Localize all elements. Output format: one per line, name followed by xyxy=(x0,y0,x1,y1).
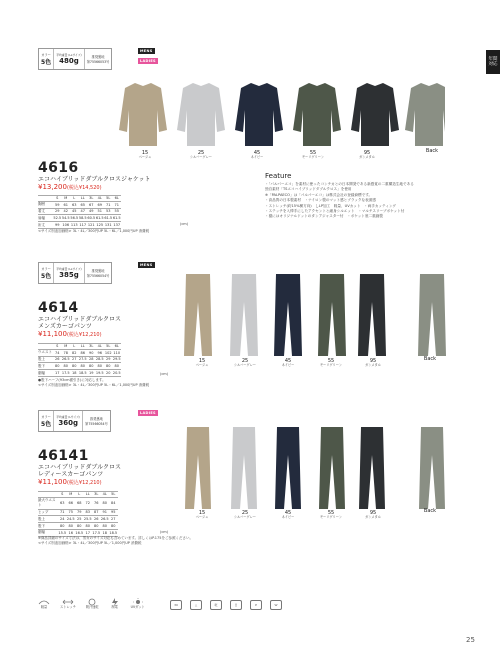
table-row: 裾幅 17 17.5 18 18.5 19 19.5 20 20.5 xyxy=(38,370,121,376)
function-item xyxy=(60,598,76,610)
table-row: 胸囲 59 61 63 65 67 69 71 71 xyxy=(38,201,121,208)
notes-4614 xyxy=(38,378,149,387)
weight-cell xyxy=(54,411,83,431)
note-line: ※商品詳細のサイズ寸法は、男女のサイズ対応も含めています。詳しくはP.175をご参照ください。 xyxy=(38,536,193,540)
weight-value: 480g xyxy=(59,57,79,65)
swatch-caption-4616-back: Back xyxy=(425,148,439,154)
info-box-46141 xyxy=(38,410,111,432)
jacket-back xyxy=(405,83,445,146)
size-table-unit: (cm) xyxy=(180,222,189,226)
function-label: 制電 xyxy=(111,605,118,609)
size-table-4616 xyxy=(38,195,121,229)
lining-cell xyxy=(83,411,110,431)
table-row: ウエスト 74 78 82 86 90 96 102 110 xyxy=(38,350,121,355)
price-value: ¥11,100 xyxy=(38,330,67,338)
care-symbols xyxy=(170,600,282,610)
product-name-4614: エコハイブリッドダブルクロス メンズカーゴパンツ xyxy=(38,316,121,330)
price-tax: (税込¥12,210) xyxy=(66,480,102,486)
table-row: 股上 24 24.5 25 25.5 26 26.5 27 xyxy=(38,516,118,523)
weight-label: 平均重量 (LLサイズ) xyxy=(56,267,82,271)
function-label: UVカット xyxy=(130,605,145,609)
bleach-icon: △ xyxy=(190,600,202,610)
swatch-caption-4614-15: 15 ベージュ xyxy=(195,358,209,367)
function-icons xyxy=(38,598,145,610)
function-item xyxy=(86,598,99,610)
product-name-46141: エコハイブリッドダブルクロス レディースカーゴパンツ xyxy=(38,464,121,478)
price-tax: (税込¥12,210) xyxy=(66,332,102,338)
jacket-gunmetal xyxy=(351,83,399,146)
price-value: ¥11,100 xyxy=(38,478,67,486)
note-line: ●股下ハーフ(93cm裾引き)に対応します。 xyxy=(38,378,106,382)
swatch-caption-46141-55: 55 モーリグリーン xyxy=(319,510,343,519)
wash-30-icon: 30 xyxy=(170,600,182,610)
swatch-caption-4614-55: 55 モーリグリーン xyxy=(319,358,343,367)
color-count-cell xyxy=(39,49,54,69)
section-tab-line1: 年間 xyxy=(488,56,498,62)
swatch-caption-4614-45: 45 ネイビー xyxy=(281,358,295,367)
weight-value: 360g xyxy=(58,419,78,427)
swatch-caption-4616-95: 95 ガンメタル xyxy=(359,150,375,159)
product-price-4614 xyxy=(38,330,102,338)
mens-pants-images xyxy=(180,272,460,358)
pants-moss xyxy=(318,274,346,356)
lining-cell xyxy=(85,263,112,283)
function-item xyxy=(109,598,121,610)
swatch-caption-4616-25: 25 シルバーグレー xyxy=(189,150,212,159)
lining-code: 第75566053号 xyxy=(86,60,110,64)
pants-silver xyxy=(230,274,258,356)
notes-46141 xyxy=(38,536,338,545)
function-label: 軽量 xyxy=(40,605,48,609)
table-row: S M L LL 3L 4L 5L xyxy=(38,492,118,498)
dry-clean-icon: P xyxy=(250,600,262,610)
product-code-4614: 4614 xyxy=(38,300,79,316)
table-row: 裾幅 15.5 16 16.5 17 17.5 18 18.5 xyxy=(38,530,118,535)
pants-gunmetal xyxy=(358,274,386,356)
color-count-cell xyxy=(39,263,54,283)
size-table-unit: (cm) xyxy=(160,372,169,376)
color-count-label: カラー xyxy=(41,267,51,271)
product-code-4616: 4616 xyxy=(38,160,79,176)
product-code-46141: 46141 xyxy=(38,448,89,464)
feature-item: ・高品質の日本製素材 ・ナイロン製のマット感とブラックな表面感 xyxy=(265,198,376,203)
jacket-images xyxy=(115,80,445,150)
tumble-dry-icon: 乾 xyxy=(210,600,222,610)
lining-cell xyxy=(85,49,112,69)
swatch-caption-46141-25: 25 シルバーグレー xyxy=(233,510,256,519)
feature-item: 独自素材「TSエコハイブリッドダブルクロス」を使用 xyxy=(265,187,352,192)
feature-item: ・ストレッチ(約15%横方向) しLP加工 軽量、UVカット ・両手カッティング xyxy=(265,203,396,208)
lining-label: 推奨裏地 xyxy=(90,417,103,421)
color-count-label: カラー xyxy=(41,53,51,57)
pants-silver xyxy=(231,427,257,509)
table-row: 股下 80 80 80 80 80 80 80 80 xyxy=(38,363,121,370)
feature-title: Feature xyxy=(265,172,292,180)
table-row: 着丈 29 42 45 47 49 51 53 55 xyxy=(38,208,121,215)
info-box-4614 xyxy=(38,262,112,284)
table-row: 裄丈 99 106 113 117 121 125 131 137 xyxy=(38,222,121,228)
function-label: ストレッチ xyxy=(60,605,76,609)
swatch-caption-4614-back: Back xyxy=(423,356,437,362)
table-row: S M L LL 3L 4L 5L 6L xyxy=(38,196,121,202)
ladies-pants-images xyxy=(180,425,460,511)
function-item xyxy=(38,598,50,610)
pants-gunmetal xyxy=(359,427,385,509)
product-price-46141 xyxy=(38,478,102,486)
feature-item: ・ステッチを入棒手にしたアクセントと細身シルエット ・マルチスリーブポケット付 xyxy=(265,209,405,214)
pants-navy xyxy=(274,274,302,356)
weight-cell xyxy=(54,49,85,69)
lining-code: 第75566054号 xyxy=(86,274,110,278)
iron-icon: 日 xyxy=(230,600,242,610)
jacket-moss xyxy=(293,83,341,146)
weight-cell xyxy=(54,263,85,283)
lining-code: 第75566054号 xyxy=(85,422,108,426)
function-item xyxy=(131,598,145,610)
swatch-caption-46141-45: 45 ネイビー xyxy=(281,510,295,519)
price-tax: (税込¥14,520) xyxy=(66,185,102,191)
size-table-46141 xyxy=(38,491,118,537)
lining-label: 推奨裏地 xyxy=(91,55,105,59)
note-line: <サイズ別追加価格> 3L・4L／300円UP 5L・6L／1,000円UP 消費税 xyxy=(38,382,150,387)
price-value: ¥13,200 xyxy=(38,183,67,191)
feature-list xyxy=(265,182,465,220)
swatch-caption-46141-15: 15 ベージュ xyxy=(195,510,209,519)
table-row: 股下 80 80 80 80 80 80 80 xyxy=(38,523,118,530)
mens-badge: MENS xyxy=(140,263,153,267)
swatch-caption-46141-95: 95 ガンメタル xyxy=(365,510,381,519)
table-row: S M L LL 3L 4L 5L 6L xyxy=(38,344,121,350)
note-line: <サイズ別追加価格> 3L・4L／300円UP 5L／1,000円UP 消費税 xyxy=(38,540,142,545)
size-table-4614 xyxy=(38,343,121,377)
pants-back xyxy=(419,427,445,509)
weight-label: 平均重量 (LLサイズ) xyxy=(56,53,82,57)
pants-beige xyxy=(185,427,211,509)
swatch-caption-4616-45: 45 ネイビー xyxy=(250,150,264,159)
wet-clean-icon: W xyxy=(270,600,282,610)
weight-value: 385g xyxy=(59,271,79,279)
section-tab-line2: 対応 xyxy=(488,62,498,67)
color-count-value: 5色 xyxy=(41,421,52,428)
feature-item: ・「パルパーエコ」を素材に使ったコンチカとの日本開発である新感覚の二重構造生地である xyxy=(265,182,414,186)
page-number: 25 xyxy=(466,636,475,644)
table-row: ヒップ 71 75 79 83 87 91 95 xyxy=(38,509,118,516)
color-count-value: 5色 xyxy=(41,59,52,66)
swatch-caption-4614-95: 95 ガンメタル xyxy=(365,358,381,367)
pants-moss xyxy=(319,427,345,509)
function-label: 吸汗速乾 xyxy=(85,605,99,609)
jacket-navy xyxy=(235,83,283,146)
feature-item: ※「PALPAECO」は「パルパーエコ」は株式会社の登録商標です。 xyxy=(265,192,373,197)
mens-badge: MENS xyxy=(140,49,153,53)
price-note-4616: <サイズ別追加価格> 3L・4L／300円UP 5L・6L／1,000円UP 消費税 xyxy=(38,229,150,233)
product-price-4616 xyxy=(38,183,102,191)
color-count-cell xyxy=(39,411,54,431)
color-count-value: 5色 xyxy=(41,273,52,280)
table-row: 肩幅 52.5 54.5 56.5 58.5 60.5 61.5 61.5 61.5 xyxy=(38,215,121,221)
swatch-caption-4616-15: 15 ベージュ xyxy=(138,150,152,159)
weight-label: 平均重量 (Lサイズ) xyxy=(56,415,81,419)
swatch-caption-46141-back: Back xyxy=(423,508,437,514)
table-row: 股上 26 26.5 27 27.5 28 28.5 29 29.5 xyxy=(38,356,121,362)
pants-beige xyxy=(184,274,212,356)
pants-navy xyxy=(275,427,301,509)
jacket-beige xyxy=(119,83,167,146)
swatch-caption-4614-25: 25 シルバーグレー xyxy=(233,358,256,367)
size-table-unit: (cm) xyxy=(160,530,169,534)
ladies-badge: LADIES xyxy=(140,411,156,415)
swatch-caption-4616-55: 55 モーリグリーン xyxy=(301,150,325,159)
pants-back xyxy=(418,274,446,356)
ladies-badge: LADIES xyxy=(140,59,156,63)
lining-label: 推奨裏地 xyxy=(91,269,105,273)
section-tab xyxy=(486,50,500,74)
feature-item: ・裾にはオリジナルドットのタンアジャスター付 ・ポケット底二重縫製 xyxy=(265,214,383,219)
product-name-4616: エコハイブリッドダブルクロスジャケット xyxy=(38,176,151,183)
color-count-label: カラー xyxy=(41,415,51,419)
info-box-4616 xyxy=(38,48,112,70)
table-row: 最大ウエスト 63 66 68 72 76 80 84 xyxy=(38,497,118,509)
jacket-silver xyxy=(177,83,225,146)
